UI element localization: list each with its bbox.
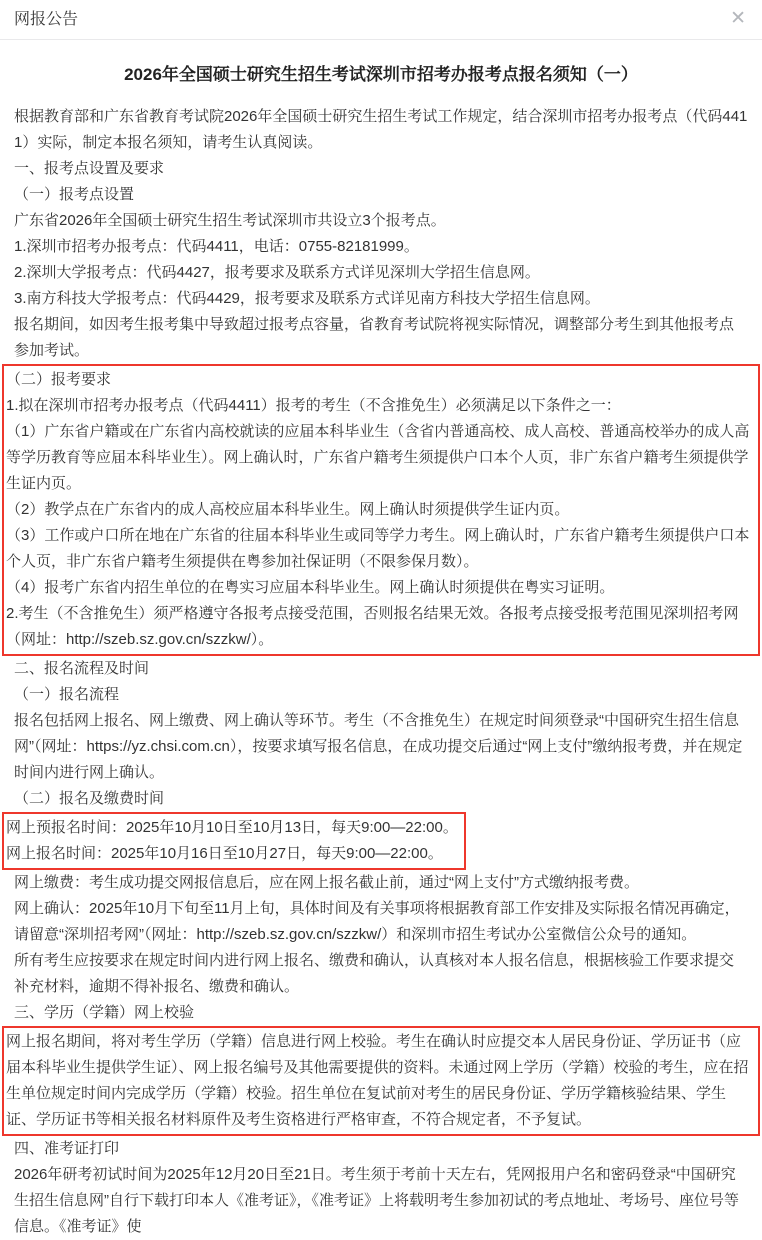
paragraph: 网上确认：2025年10月下旬至11月上旬，具体时间及有关事项将根据教育部工作安排及实际报名情况再确定，请留意“深圳招考网”（网址：http://szeb.sz.gov.cn/szzkw/）和深圳市招生考试办公室微信公众号的通知。: [14, 900, 740, 943]
paragraph: （4）报考广东省内招生单位的在粤实习应届本科毕业生。网上确认时须提供在粤实习证明。: [6, 579, 615, 596]
highlight-box: [2, 1026, 760, 1136]
close-icon[interactable]: ✕: [730, 8, 746, 29]
paragraph: 一、报考点设置及要求: [14, 160, 165, 177]
paragraph: 1.深圳市招考办报考点：代码4411，电话：0755-82181999。: [14, 238, 419, 255]
paragraph: 报名包括网上报名、网上缴费、网上确认等环节。考生（不含推免生）在规定时间须登录“中国研究生招生信息网”（网址：https://yz.chsi.com.cn），按要求填写报名信息，在成功提交后通过“网上支付”缴纳报考费，并在规定时间内进行网上确认。: [14, 712, 743, 781]
paragraph: 2.考生（不含推免生）须严格遵守各报考点接受范围，否则报名结果无效。各报考点接受报考范围见深圳招考网（网址：http://szeb.sz.gov.cn/szzkw/）。: [6, 605, 739, 648]
paragraph: 2.深圳大学报考点：代码4427，报考要求及联系方式详见深圳大学招生信息网。: [14, 264, 540, 281]
paragraph: 2026年研考初试时间为2025年12月20日至21日。考生须于考前十天左右，凭网报用户名和密码登录“中国研究生招生信息网”自行下载打印本人《准考证》，《准考证》上将载明考生参加初试的考点地址、考场号、座位号等信息。《准考证》使: [14, 1166, 740, 1235]
page-title: 2026年全国硕士研究生招生考试深圳市招考办报考点报名须知（一）: [124, 65, 638, 84]
paragraph: 网上报名时间：2025年10月16日至10月27日，每天9:00—22:00。: [6, 845, 443, 862]
paragraph: 网上报名期间，将对考生学历（学籍）信息进行网上校验。考生在确认时应提交本人居民身份证、学历证书（应届本科毕业生提供学生证）、网上报名编号及其他需要提供的资料。未通过网上学历（学籍）校验的考生，应在招生单位规定时间内完成学历（学籍）校验。招生单位在复试前对考生的居民身份证、学历学籍核验结果、学生证、学历证书等相关报名材料原件及考生资格进行严格审查，不符合规定者，不予复试。: [6, 1033, 749, 1128]
paragraph: 1.拟在深圳市招考办报考点（代码4411）报考的考生（不含推免生）必须满足以下条件之一：: [6, 397, 621, 414]
paragraph: （一）报考点设置: [14, 186, 135, 203]
paragraph: 三、学历（学籍）网上校验: [14, 1004, 195, 1021]
paragraph: 报名期间，如因考生报考集中导致超过报考点容量，省教育考试院将视实际情况，调整部分考生到其他报考点参加考试。: [14, 316, 735, 359]
paragraph: 网上缴费：考生成功提交网报信息后，应在网上报名截止前，通过“网上支付”方式缴纳报考费。: [14, 874, 639, 891]
paragraph: （1）广东省户籍或在广东省内高校就读的应届本科毕业生（含省内普通高校、成人高校、普通高校举办的成人高等学历教育等应届本科毕业生）。网上确认时，广东省户籍考生须提供户口本个人页，非广东省户籍考生须提供学生证内页。: [6, 423, 750, 492]
paragraph: 所有考生应按要求在规定时间内进行网上报名、缴费和确认，认真核对本人报名信息，根据核验工作要求提交补充材料，逾期不得补报名、缴费和确认。: [14, 952, 735, 995]
document-content: [6, 104, 750, 1240]
paragraph: （一）报名流程: [14, 686, 120, 703]
paragraph: （二）报考要求: [6, 371, 112, 388]
paragraph: 广东省2026年全国硕士研究生招生考试深圳市共设立3个报考点。: [14, 212, 446, 229]
paragraph: 根据教育部和广东省教育考试院2026年全国硕士研究生招生考试工作规定，结合深圳市招考办报考点（代码4411）实际，制定本报名须知，请考生认真阅读。: [14, 108, 748, 151]
highlight-box: [2, 812, 466, 870]
paragraph: 四、准考证打印: [14, 1140, 120, 1157]
dialog-header: [0, 0, 762, 40]
paragraph: 网上预报名时间：2025年10月10日至10月13日，每天9:00—22:00。: [6, 819, 458, 836]
paragraph: 二、报名流程及时间: [14, 660, 150, 677]
dialog-body: [0, 62, 762, 1240]
highlight-box: [2, 364, 760, 656]
paragraph: 3.南方科技大学报考点：代码4429，报考要求及联系方式详见南方科技大学招生信息网。: [14, 290, 600, 307]
paragraph: （3）工作或户口所在地在广东省的往届本科毕业生或同等学力考生。网上确认时，广东省户籍考生须提供户口本个人页，非广东省户籍考生须提供在粤参加社保证明（不限参保月数）。: [6, 527, 750, 570]
paragraph: （2）教学点在广东省内的成人高校应届本科毕业生。网上确认时须提供学生证内页。: [6, 501, 570, 518]
dialog-title: 网报公告: [14, 11, 79, 28]
paragraph: （二）报名及缴费时间: [14, 790, 165, 807]
